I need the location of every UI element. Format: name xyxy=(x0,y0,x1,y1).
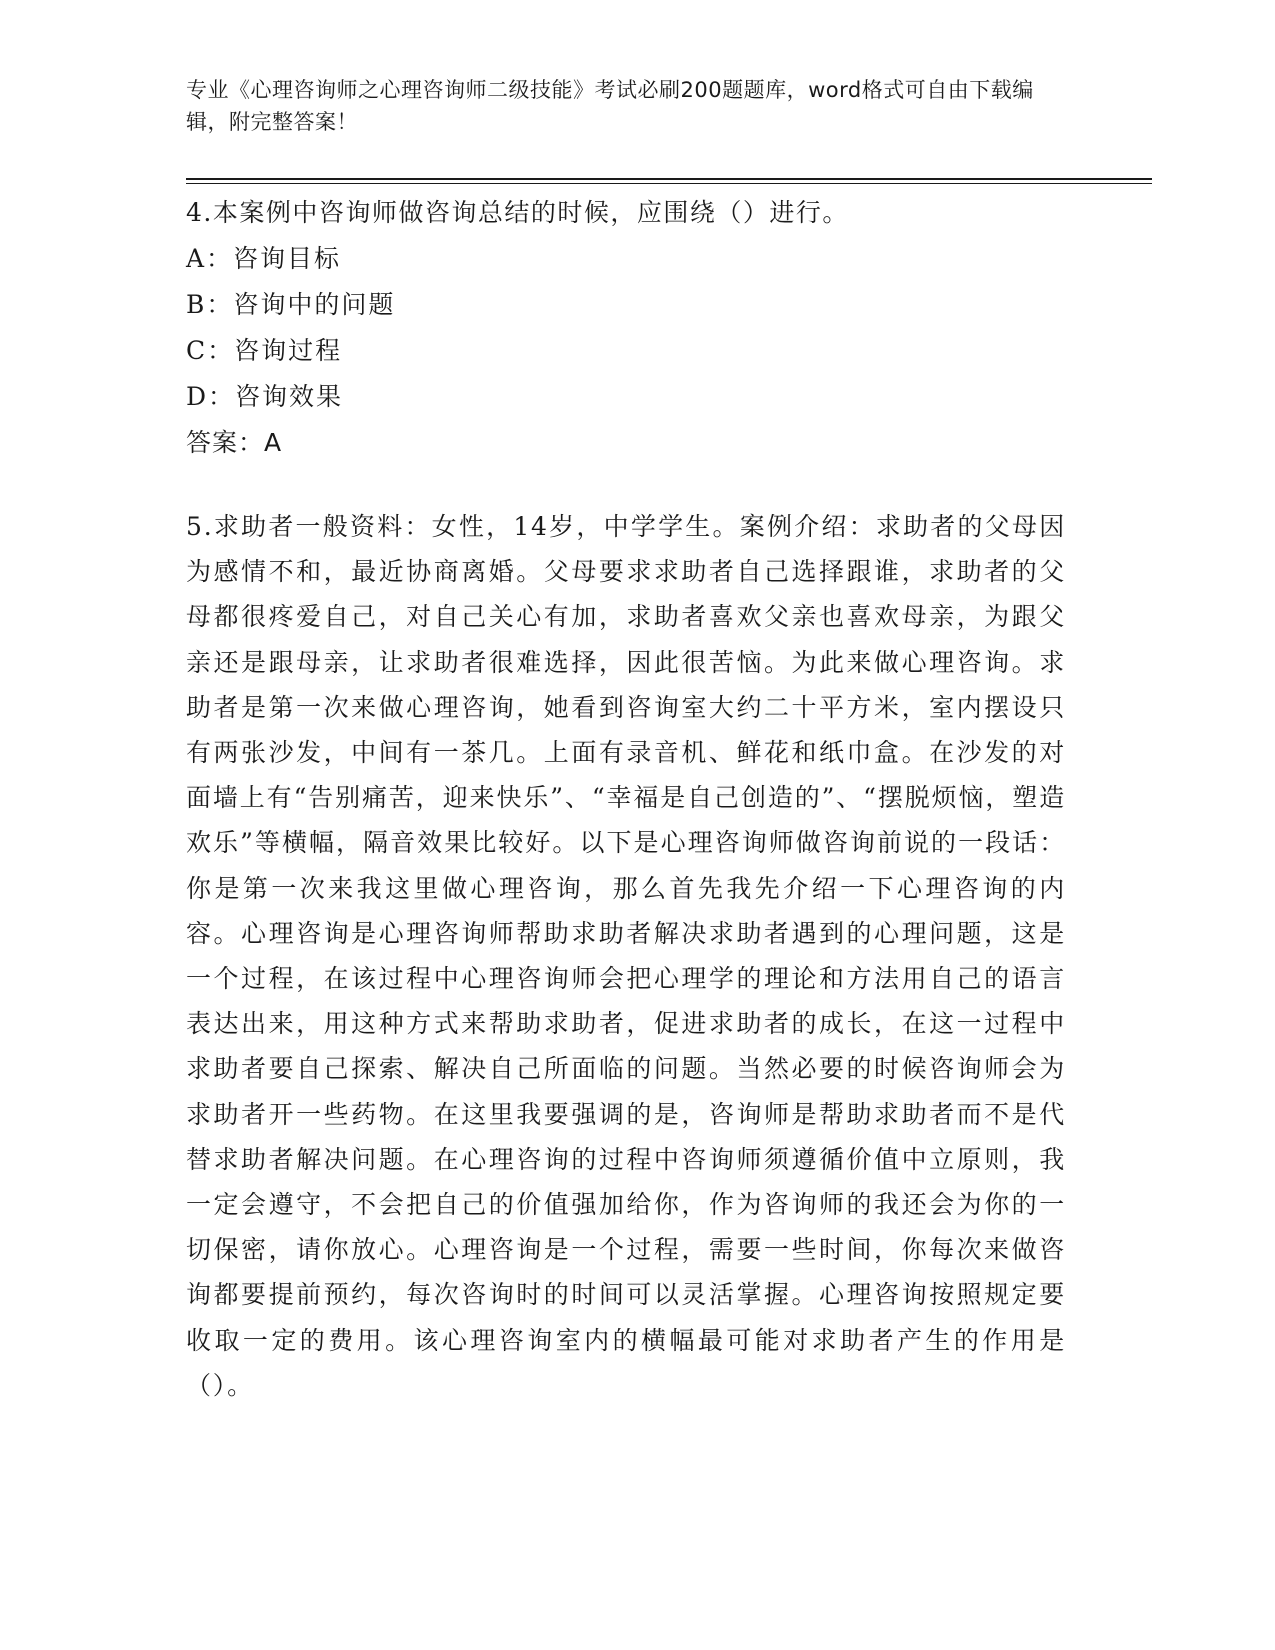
option-c: C：咨询过程 xyxy=(186,336,343,365)
question-4-answer: 答案：A xyxy=(186,428,283,457)
question-5-stem: 5.求助者一般资料：女性，14岁，中学学生。案例介绍：求助者的父母因为感情不和，最近协商离婚。父母要求求助者自己选择跟谁，求助者的父母都很疼爱自己，对自己关心有加，求助者喜欢父亲也喜欢母亲，为跟父亲还是跟母亲，让求助者很难选择，因此很苦恼。为此来做心理咨询。求助者是第一次来做心理咨询，她看到咨询室大约二十平方米，室内摆设只有两张沙发，中间有一茶几。上面有录音机、鲜花和纸巾盒。在沙发的对面墙上有“告别痛苦，迎来快乐”、“幸福是自己创造的”、“摆脱烦恼，塑造欢乐”等横幅，隔音效果比较好。以下是心理咨询师做咨询前说的一段话：你是第一次来我这里做心理咨询，那么首先我先介绍一下心理咨询的内容。心理咨询是心理咨询师帮助求助者解决求助者遇到的心理问题，这是一个过程，在该过程中心理咨询师会把心理学的理论和方法用自己的语言表达出来，用这种方式来帮助求助者，促进求助者的成长，在这一过程中求助者要自己探索、解决自己所面临的问题。当然必要的时候咨询师会为求助者开一些药物。在这里我要强调的是，咨询师是帮助求助者而不是代替求助者解决问题。在心理咨询的过程中咨询师须遵循价值中立原则，我一定会遵守，不会把自己的价值强加给你，作为咨询师的我还会为你的一切保密，请你放心。心理咨询是一个过程，需要一些时间，你每次来做咨询都要提前预约，每次咨询时的时间可以灵活掌握。心理咨询按照规定要收取一定的费用。该心理咨询室内的横幅最可能对求助者产生的作用是（）。 xyxy=(186,512,1066,1400)
option-a: A：咨询目标 xyxy=(186,244,342,273)
page-header: 专业《心理咨询师之心理咨询师二级技能》考试必刷200题题库，word格式可自由下载编辑，附完整答案！ xyxy=(186,78,1034,134)
option-b: B：咨询中的问题 xyxy=(186,290,396,319)
header-divider-thin xyxy=(186,183,1152,184)
question-4-stem: 4.本案例中咨询师做咨询总结的时候，应围绕（）进行。 xyxy=(186,198,849,227)
question-4-options xyxy=(186,236,395,420)
header-divider-thick xyxy=(186,178,1152,180)
option-d: D：咨询效果 xyxy=(186,382,344,411)
